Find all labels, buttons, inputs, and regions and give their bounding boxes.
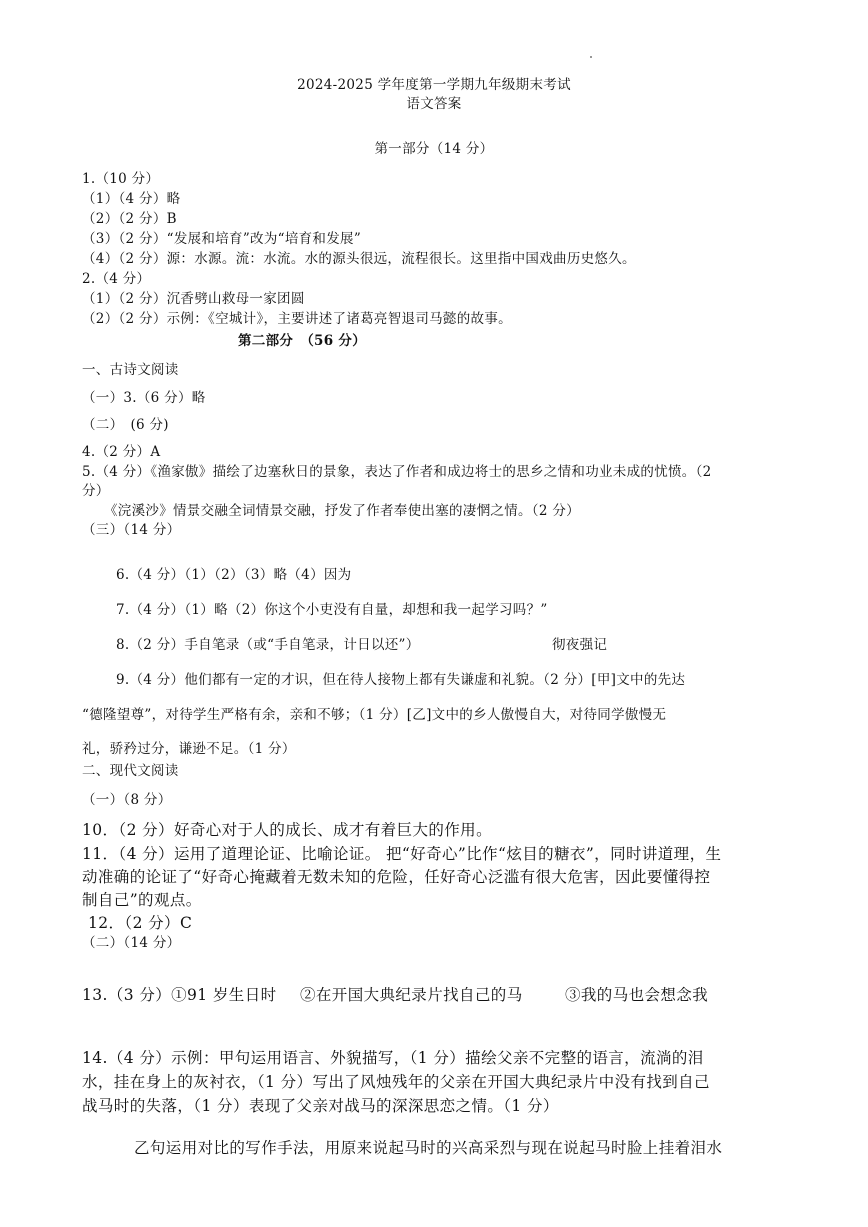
- q13-answer-3: ③我的马也会想念我: [565, 986, 709, 1004]
- q2-item-2: （2）（2 分）示例：《空城计》，主要讲述了诸葛亮智退司马懿的故事。: [82, 311, 512, 327]
- exam-title: 2024-2025 学年度第一学期九年级期末考试: [297, 77, 571, 93]
- q8-answer: 8.（2 分）手自笔录（或“手自笔录，计日以还”）: [116, 637, 420, 653]
- section-modern-reading: 二、现代文阅读: [82, 763, 179, 779]
- q11-line-3: 制自己”的观点。: [82, 891, 202, 909]
- q7-answer: 7.（4 分）（1）略（2）你这个小吏没有自量，却想和我一起学习吗？”: [116, 602, 548, 618]
- q14-line-4: 乙句运用对比的写作手法，用原来说起马时的兴高采烈与现在说起马时脸上挂着泪水: [134, 1139, 723, 1157]
- q1-item-3: （3）（2 分）“发展和培育”改为“培育和发展”: [82, 231, 362, 247]
- q9-line-2: “德隆望尊”，对待学生严格有余，亲和不够；（1 分）[乙]文中的乡人傲慢自大，对待同学傲慢无: [82, 707, 667, 723]
- section-classical-reading: 一、古诗文阅读: [82, 362, 179, 378]
- q13-answer-1: 13.（3 分）①91 岁生日时: [82, 986, 277, 1004]
- q11-line-1: 11．（4 分）运用了道理论证、比喻论证。 把“好奇心”比作“炫目的糖衣”，同时讲道理，生: [82, 845, 722, 863]
- q1-heading: 1.（10 分）: [82, 171, 160, 187]
- q1-item-2: （2）（2 分）B: [82, 211, 177, 227]
- q5-line-3: 《浣溪沙》情景交融全词情景交融，抒发了作者奉使出塞的凄惘之情。（2 分）: [104, 503, 580, 519]
- subsection-1: （一）3.（6 分）略: [82, 390, 206, 406]
- q2-item-1: （1）（2 分）沉香劈山救母一家团圆: [82, 291, 305, 307]
- q11-line-2: 动准确的论证了“好奇心掩藏着无数未知的危险，任好奇心泛滥有很大危害，因此要懂得控: [82, 868, 711, 886]
- part1-heading: 第一部分（14 分）: [374, 141, 494, 157]
- part2-heading: 第二部分 （56 分）: [238, 333, 367, 349]
- q8-answer-alt: 彻夜强记: [552, 637, 608, 653]
- q1-item-1: （1）（4 分）略: [82, 191, 181, 207]
- subsection-3: （三）（14 分）: [82, 522, 181, 538]
- q4-answer: 4.（2 分）A: [82, 444, 161, 460]
- q14-line-2: 水，挂在身上的灰衬衣，（1 分）写出了风烛残年的父亲在开国大典纪录片中没有找到自己: [82, 1073, 710, 1091]
- exam-subtitle: 语文答案: [406, 96, 462, 112]
- q1-item-4: （4）（2 分）源：水源。流：水流。水的源头很远，流程很长。这里指中国戏曲历史悠久。: [82, 251, 636, 267]
- subsection-modern-1: （一）（8 分）: [82, 792, 172, 808]
- scan-speck: [590, 56, 592, 58]
- q14-line-1: 14.（4 分）示例：甲句运用语言、外貌描写，（1 分）描绘父亲不完整的语言，流淌的泪: [82, 1049, 704, 1067]
- q9-line-1: 9.（4 分）他们都有一定的才识，但在待人接物上都有失谦虚和礼貌。（2 分）[甲]文中的先达: [116, 672, 686, 688]
- q2-heading: 2.（4 分）: [82, 271, 151, 287]
- subsection-modern-2: （二）（14 分）: [82, 935, 181, 951]
- q14-line-3: 战马时的失落，（1 分）表现了父亲对战马的深深思恋之情。（1 分）: [82, 1097, 559, 1115]
- q13-answer-2: ②在开国大典纪录片找自己的马: [300, 986, 523, 1004]
- q12-answer: 12．（2 分）C: [88, 914, 193, 932]
- q9-line-3: 礼，骄矜过分，谦逊不足。（1 分）: [82, 741, 296, 757]
- q5-line-1: 5.（4 分）《渔家傲》描绘了边塞秋日的景象，表达了作者和成边将士的思乡之情和功业未成的忧愤。（2: [82, 464, 712, 480]
- q5-line-2: 分）: [82, 483, 110, 499]
- q6-answer: 6.（4 分）（1）（2）（3）略（4）因为: [116, 567, 352, 583]
- q10-answer: 10．（2 分）好奇心对于人的成长、成才有着巨大的作用。: [82, 821, 492, 839]
- subsection-2: （二） (6 分): [82, 417, 169, 433]
